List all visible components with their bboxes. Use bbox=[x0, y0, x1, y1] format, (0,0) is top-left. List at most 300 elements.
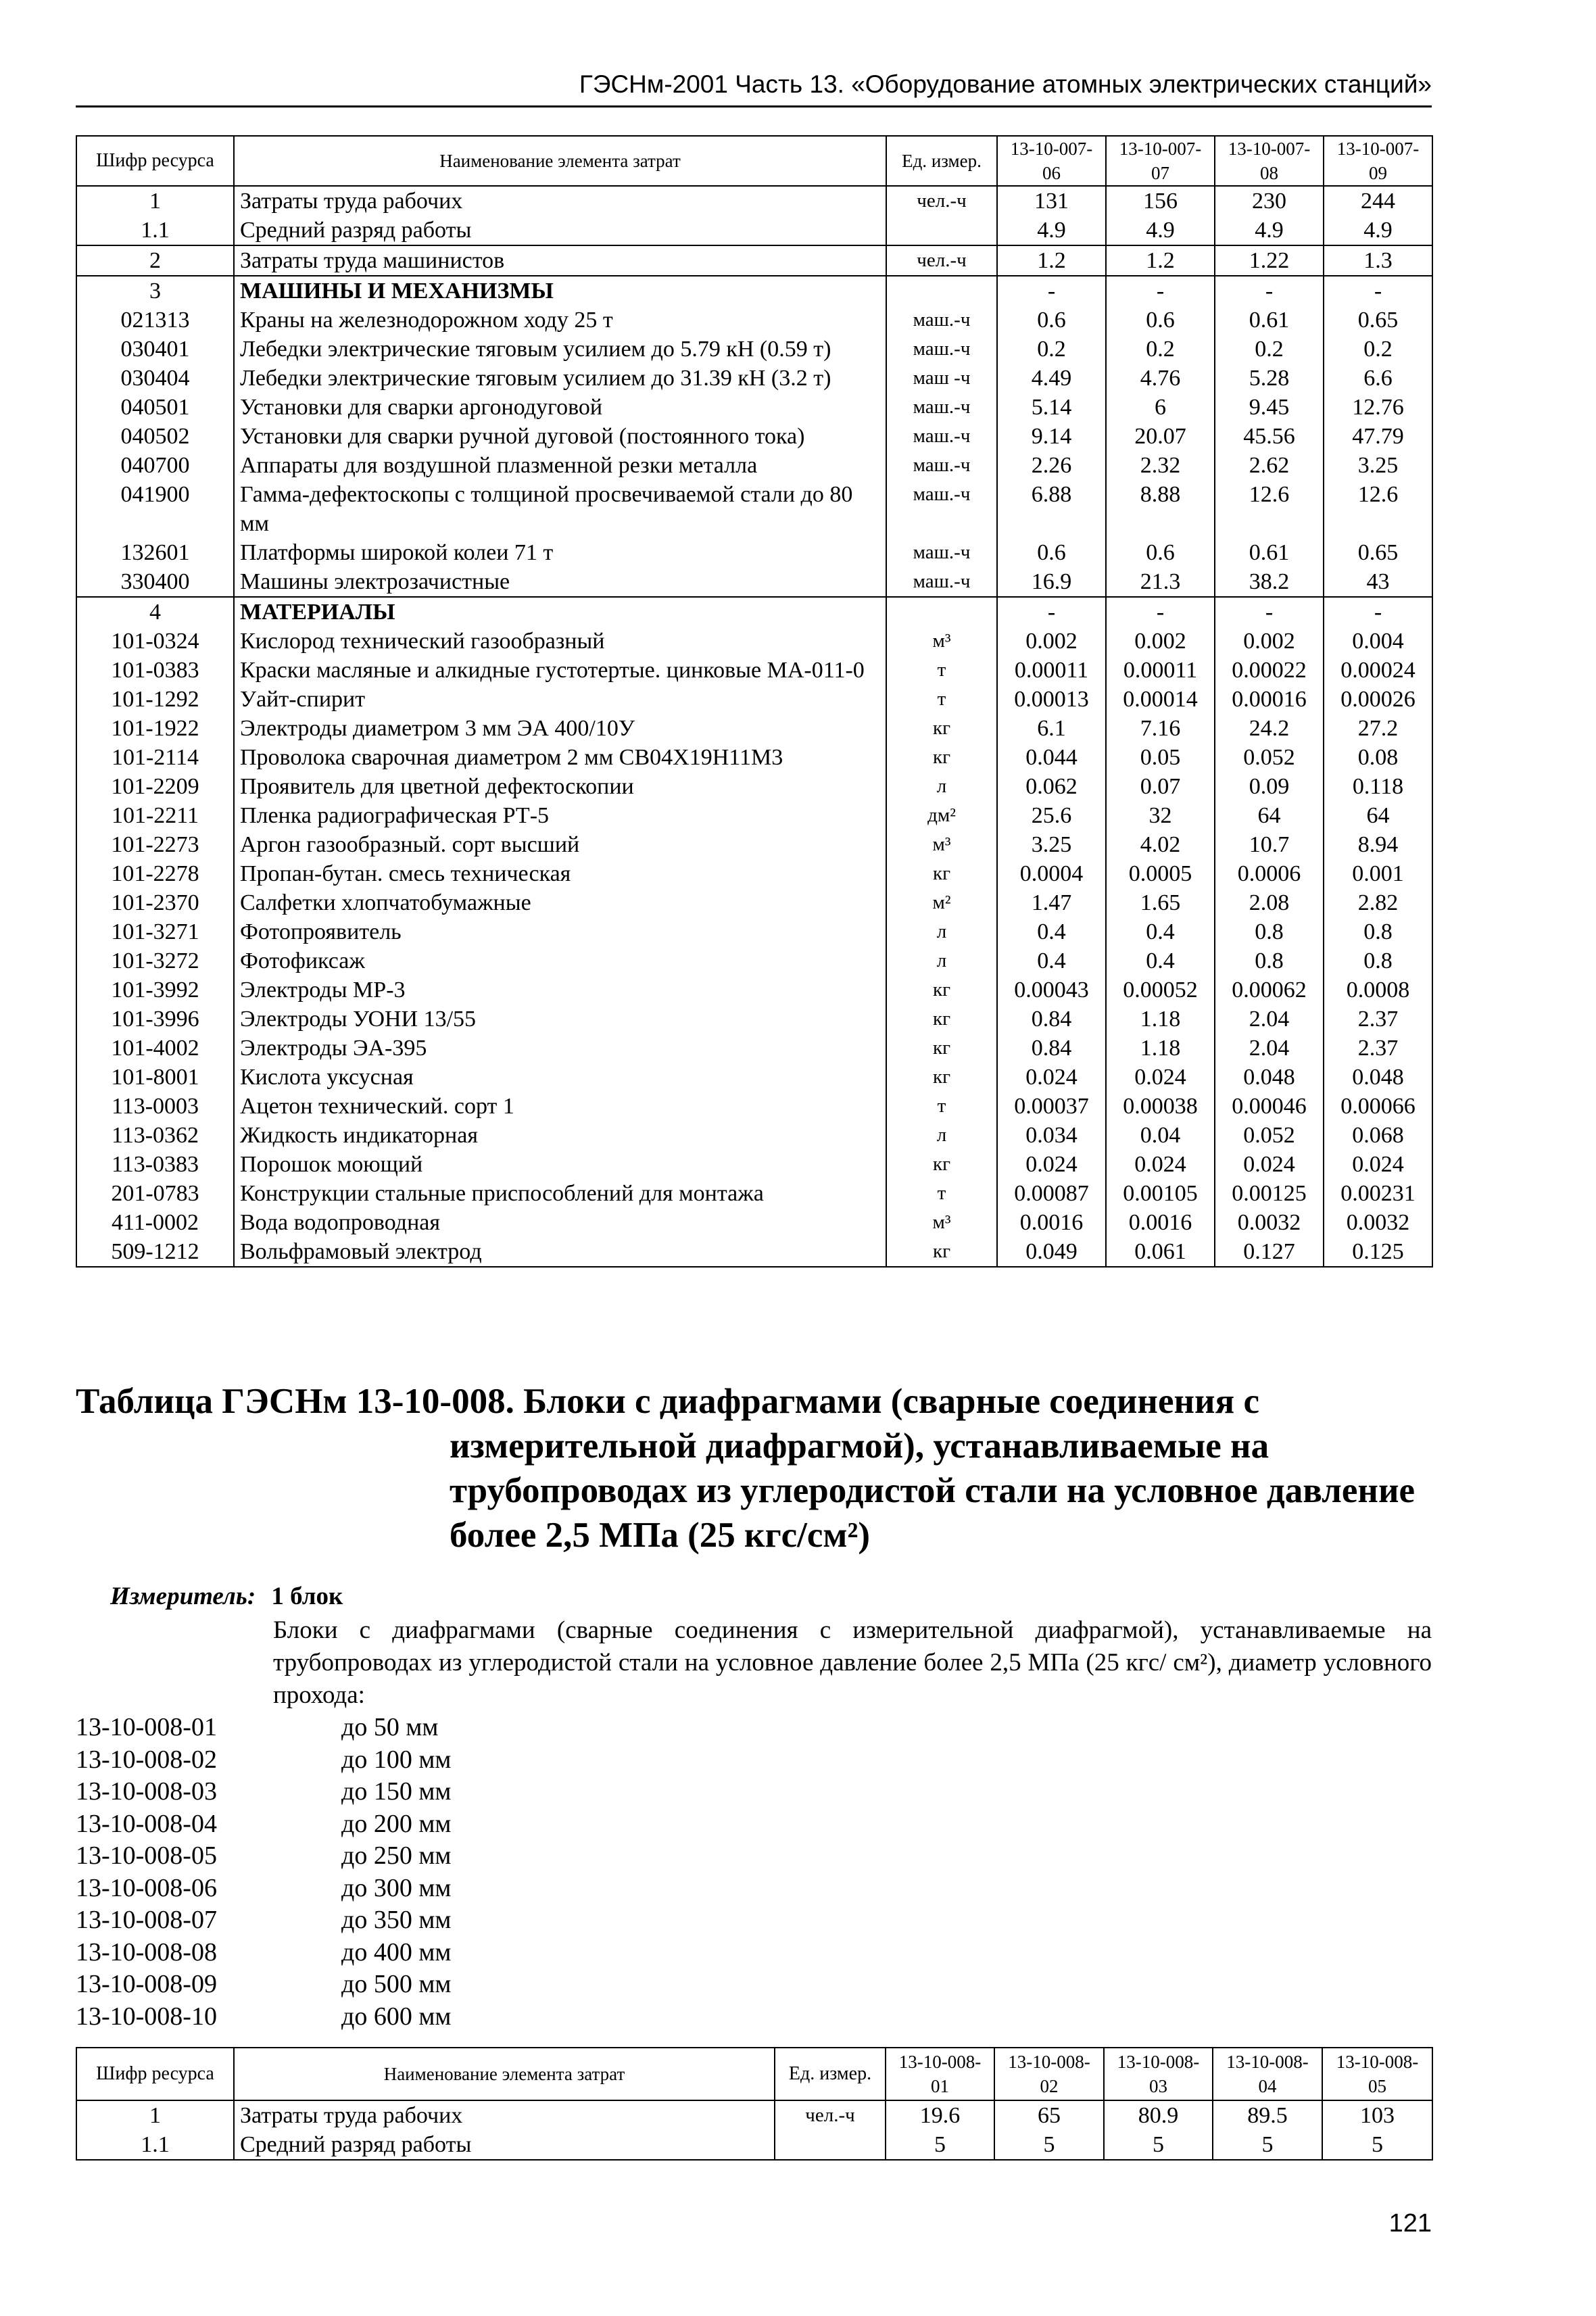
list-item bbox=[76, 2001, 451, 2033]
norm-value: 43 bbox=[1324, 567, 1432, 597]
norm-value: 156 bbox=[1106, 186, 1215, 216]
norm-value: 4.9 bbox=[1106, 216, 1215, 245]
norm-value: 9.45 bbox=[1215, 393, 1324, 422]
resource-name: Ацетон технический. сорт 1 bbox=[234, 1092, 886, 1121]
norm-value: 0.0006 bbox=[1215, 859, 1324, 888]
table-row bbox=[76, 1063, 1432, 1092]
resource-code: 3 bbox=[76, 276, 234, 306]
resource-name: Затраты труда рабочих bbox=[234, 2100, 775, 2130]
resource-code: 101-2273 bbox=[76, 830, 234, 859]
norm-value: 0.024 bbox=[1324, 1150, 1432, 1179]
resource-code: 030404 bbox=[76, 364, 234, 393]
norm-value: 0.84 bbox=[997, 1034, 1106, 1063]
resource-name: Салфетки хлопчатобумажные bbox=[234, 888, 886, 917]
norm-value: 0.002 bbox=[1215, 627, 1324, 656]
table-row bbox=[76, 245, 1432, 276]
table-row bbox=[76, 1179, 1432, 1208]
resource-unit: маш.-ч bbox=[886, 393, 997, 422]
norm-value: 5 bbox=[1104, 2130, 1213, 2160]
resource-name: Краны на железнодорожном ходу 25 т bbox=[234, 306, 886, 335]
resource-unit: маш.-ч bbox=[886, 538, 997, 567]
resource-name: Гамма-дефектоскопы с толщиной просвечиваемой стали до 80 мм bbox=[234, 480, 886, 538]
norm-value: 0.024 bbox=[1106, 1150, 1215, 1179]
resource-code: 041900 bbox=[76, 480, 234, 538]
norm-value: 0.00105 bbox=[1106, 1179, 1215, 1208]
norm-value: 21.3 bbox=[1106, 567, 1215, 597]
resource-unit: кг bbox=[886, 975, 997, 1005]
norm-value: 0.125 bbox=[1324, 1237, 1432, 1267]
norm-value: 4.76 bbox=[1106, 364, 1215, 393]
list-item bbox=[76, 1873, 451, 1905]
norm-value: 0.002 bbox=[1106, 627, 1215, 656]
col-header-norm: 13-10-008-03 bbox=[1104, 2048, 1213, 2100]
norm-value: 244 bbox=[1324, 186, 1432, 216]
norm-value: 2.37 bbox=[1324, 1034, 1432, 1063]
norm-value: 7.16 bbox=[1106, 714, 1215, 743]
norm-code: 13-10-008-04 bbox=[76, 1809, 217, 1838]
resource-unit: кг bbox=[886, 859, 997, 888]
norm-code: 13-10-008-10 bbox=[76, 2002, 217, 2031]
resource-code: 040502 bbox=[76, 422, 234, 451]
section-description: Блоки с диафрагмами (сварные соединения с измерительной диафрагмой), устанавливаемые на трубопроводах из углеродистой стали на условное давление более 2,5 МПа (25 кгс/ см²), диаметр условного прохода: bbox=[273, 1616, 1432, 1709]
resource-name: Конструкции стальные приспособлений для монтажа bbox=[234, 1179, 886, 1208]
table-row bbox=[76, 480, 1432, 538]
list-item bbox=[76, 1776, 451, 1808]
norm-diameter: до 100 мм bbox=[341, 1745, 452, 1774]
col-header-norm: 13-10-008-05 bbox=[1322, 2048, 1432, 2100]
resource-code: 1.1 bbox=[76, 216, 234, 245]
table-row bbox=[76, 656, 1432, 685]
resource-unit: т bbox=[886, 1092, 997, 1121]
table-row bbox=[76, 567, 1432, 597]
resource-unit: маш.-ч bbox=[886, 335, 997, 364]
resource-unit: маш.-ч bbox=[886, 567, 997, 597]
norm-value: 2.08 bbox=[1215, 888, 1324, 917]
resource-unit: кг bbox=[886, 1150, 997, 1179]
col-header-unit: Ед. измер. bbox=[886, 136, 997, 186]
resource-name: Электроды диаметром 3 мм ЭА 400/10У bbox=[234, 714, 886, 743]
table-row bbox=[76, 1034, 1432, 1063]
resource-unit: маш.-ч bbox=[886, 451, 997, 480]
norm-diameter: до 350 мм bbox=[341, 1906, 452, 1934]
norm-value: 0.6 bbox=[1106, 306, 1215, 335]
table-row bbox=[76, 276, 1432, 306]
resource-name: Платформы широкой колеи 71 т bbox=[234, 538, 886, 567]
table-row bbox=[76, 975, 1432, 1005]
norm-value: 0.118 bbox=[1324, 772, 1432, 801]
norm-value: 0.07 bbox=[1106, 772, 1215, 801]
resource-code: 201-0783 bbox=[76, 1179, 234, 1208]
norm-value: 0.00231 bbox=[1324, 1179, 1432, 1208]
resource-unit: маш.-ч bbox=[886, 306, 997, 335]
norm-value: 6 bbox=[1106, 393, 1215, 422]
table-row bbox=[76, 2130, 1432, 2160]
norm-value: 2.32 bbox=[1106, 451, 1215, 480]
resource-unit: л bbox=[886, 1121, 997, 1150]
table-row bbox=[76, 830, 1432, 859]
resource-name: Кислород технический газообразный bbox=[234, 627, 886, 656]
norm-value: 0.00026 bbox=[1324, 685, 1432, 714]
norm-value: - bbox=[1106, 276, 1215, 306]
table-row bbox=[76, 1092, 1432, 1121]
resource-code: 101-1292 bbox=[76, 685, 234, 714]
norm-value: 0.00022 bbox=[1215, 656, 1324, 685]
norm-value: 1.18 bbox=[1106, 1034, 1215, 1063]
list-item bbox=[76, 1840, 451, 1873]
resource-code: 040700 bbox=[76, 451, 234, 480]
resource-name: Проволока сварочная диаметром 2 мм СВ04Х19Н11М3 bbox=[234, 743, 886, 772]
resource-code: 101-2278 bbox=[76, 859, 234, 888]
norm-value: 0.61 bbox=[1215, 538, 1324, 567]
norm-value: 0.048 bbox=[1215, 1063, 1324, 1092]
table-row bbox=[76, 2100, 1432, 2130]
norm-diameter: до 600 мм bbox=[341, 2002, 452, 2031]
norm-value: 0.00043 bbox=[997, 975, 1106, 1005]
table-row bbox=[76, 1237, 1432, 1267]
col-header-norm: 13-10-007-09 bbox=[1324, 136, 1432, 186]
norm-value: 6.1 bbox=[997, 714, 1106, 743]
resource-unit: кг bbox=[886, 1005, 997, 1034]
norm-value: 2.04 bbox=[1215, 1034, 1324, 1063]
norm-value: 8.88 bbox=[1106, 480, 1215, 538]
norm-value: 0.049 bbox=[997, 1237, 1106, 1267]
norm-value: 38.2 bbox=[1215, 567, 1324, 597]
resource-code: 101-3272 bbox=[76, 946, 234, 975]
norm-value: 0.8 bbox=[1215, 917, 1324, 946]
resource-name: Вольфрамовый электрод bbox=[234, 1237, 886, 1267]
table-row bbox=[76, 714, 1432, 743]
norm-code: 13-10-008-03 bbox=[76, 1777, 217, 1806]
measure bbox=[110, 1582, 343, 1611]
norm-value: 0.08 bbox=[1324, 743, 1432, 772]
resource-name: Фотопроявитель bbox=[234, 917, 886, 946]
norm-value: - bbox=[1324, 597, 1432, 627]
resource-code: 040501 bbox=[76, 393, 234, 422]
norm-value: 4.49 bbox=[997, 364, 1106, 393]
norm-value: 0.00011 bbox=[997, 656, 1106, 685]
norm-value: 3.25 bbox=[1324, 451, 1432, 480]
norm-value: 0.0008 bbox=[1324, 975, 1432, 1005]
norm-value: 0.052 bbox=[1215, 1121, 1324, 1150]
norm-diameter: до 150 мм bbox=[341, 1777, 452, 1806]
norm-value: 24.2 bbox=[1215, 714, 1324, 743]
table-row bbox=[76, 859, 1432, 888]
norm-diameter: до 250 мм bbox=[341, 1841, 452, 1870]
resource-unit: л bbox=[886, 946, 997, 975]
resource-code: 101-2370 bbox=[76, 888, 234, 917]
norm-value: 65 bbox=[994, 2100, 1104, 2130]
norm-value: 0.127 bbox=[1215, 1237, 1324, 1267]
table-row bbox=[76, 743, 1432, 772]
norm-value: 0.4 bbox=[1106, 946, 1215, 975]
resource-code: 030401 bbox=[76, 335, 234, 364]
resource-code: 021313 bbox=[76, 306, 234, 335]
norm-value: 1.47 bbox=[997, 888, 1106, 917]
norm-value: 0.00024 bbox=[1324, 656, 1432, 685]
header-text: ГЭСНм-2001 Часть 13. «Оборудование атомных электрических станций» bbox=[579, 70, 1432, 98]
norm-value: 0.068 bbox=[1324, 1121, 1432, 1150]
resource-name: Кислота уксусная bbox=[234, 1063, 886, 1092]
norm-value: 0.2 bbox=[1215, 335, 1324, 364]
norm-value: 1.65 bbox=[1106, 888, 1215, 917]
table-row bbox=[76, 306, 1432, 335]
norm-code: 13-10-008-09 bbox=[76, 1970, 217, 1998]
norm-value: 27.2 bbox=[1324, 714, 1432, 743]
norm-value: 12.6 bbox=[1215, 480, 1324, 538]
norm-value: 0.052 bbox=[1215, 743, 1324, 772]
norm-value: 0.6 bbox=[997, 306, 1106, 335]
norm-value: 131 bbox=[997, 186, 1106, 216]
resource-name: Лебедки электрические тяговым усилием до 31.39 кН (3.2 т) bbox=[234, 364, 886, 393]
norm-value: 64 bbox=[1324, 801, 1432, 830]
resource-code: 101-8001 bbox=[76, 1063, 234, 1092]
resource-table-007 bbox=[76, 135, 1433, 1268]
norm-value: - bbox=[997, 597, 1106, 627]
norm-value: 0.062 bbox=[997, 772, 1106, 801]
table-row bbox=[76, 888, 1432, 917]
table-row bbox=[76, 335, 1432, 364]
norm-value: 4.9 bbox=[1324, 216, 1432, 245]
table-row bbox=[76, 1005, 1432, 1034]
norm-diameter: до 200 мм bbox=[341, 1809, 452, 1838]
norm-value: - bbox=[1215, 597, 1324, 627]
table-row bbox=[76, 538, 1432, 567]
resource-unit: л bbox=[886, 772, 997, 801]
table-label: Таблица ГЭСНм 13-10-008. bbox=[76, 1382, 514, 1421]
norm-diameter: до 50 мм bbox=[341, 1713, 439, 1741]
resource-unit: л bbox=[886, 917, 997, 946]
norm-value: 0.024 bbox=[1215, 1150, 1324, 1179]
norm-value: 0.00087 bbox=[997, 1179, 1106, 1208]
table-row bbox=[76, 451, 1432, 480]
resource-unit: чел.-ч bbox=[775, 2100, 886, 2130]
col-header-unit: Ед. измер. bbox=[775, 2048, 886, 2100]
norm-value: 0.00013 bbox=[997, 685, 1106, 714]
norm-value: 0.6 bbox=[997, 538, 1106, 567]
norm-value: 0.0016 bbox=[997, 1208, 1106, 1237]
norm-value: - bbox=[1324, 276, 1432, 306]
resource-name: Электроды УОНИ 13/55 bbox=[234, 1005, 886, 1034]
norm-value: 5 bbox=[886, 2130, 994, 2160]
resource-name: Машины электрозачистные bbox=[234, 567, 886, 597]
resource-unit: маш.-ч bbox=[886, 422, 997, 451]
norm-value: 0.0016 bbox=[1106, 1208, 1215, 1237]
norm-value: 0.024 bbox=[1106, 1063, 1215, 1092]
resource-code: 101-3992 bbox=[76, 975, 234, 1005]
list-item bbox=[76, 1969, 451, 2001]
norm-diameter: до 500 мм bbox=[341, 1970, 452, 1998]
norm-value: 25.6 bbox=[997, 801, 1106, 830]
norm-value: 0.048 bbox=[1324, 1063, 1432, 1092]
norm-value: 5 bbox=[1322, 2130, 1432, 2160]
norm-value: 1.22 bbox=[1215, 245, 1324, 276]
resource-unit: кг bbox=[886, 1034, 997, 1063]
norm-value: 0.00016 bbox=[1215, 685, 1324, 714]
resource-code: 509-1212 bbox=[76, 1237, 234, 1267]
norm-value: 230 bbox=[1215, 186, 1324, 216]
norm-value: 103 bbox=[1322, 2100, 1432, 2130]
resource-unit: кг bbox=[886, 1063, 997, 1092]
norm-value: 4.9 bbox=[997, 216, 1106, 245]
resource-unit bbox=[886, 597, 997, 627]
norm-value: 80.9 bbox=[1104, 2100, 1213, 2130]
resource-name: Электроды МР-3 bbox=[234, 975, 886, 1005]
list-item bbox=[76, 1904, 451, 1937]
norm-value: 0.00011 bbox=[1106, 656, 1215, 685]
col-header-norm: 13-10-007-08 bbox=[1215, 136, 1324, 186]
norm-value: 4.02 bbox=[1106, 830, 1215, 859]
norm-code: 13-10-008-07 bbox=[76, 1906, 217, 1934]
norm-value: 8.94 bbox=[1324, 830, 1432, 859]
resource-code: 101-3996 bbox=[76, 1005, 234, 1034]
norm-value: 0.0005 bbox=[1106, 859, 1215, 888]
norm-value: 0.0032 bbox=[1215, 1208, 1324, 1237]
list-item bbox=[76, 1808, 451, 1841]
norm-value: 0.8 bbox=[1215, 946, 1324, 975]
norm-value: 12.6 bbox=[1324, 480, 1432, 538]
resource-unit: м³ bbox=[886, 627, 997, 656]
resource-name: Пленка радиографическая РТ-5 bbox=[234, 801, 886, 830]
resource-table-008 bbox=[76, 2047, 1433, 2161]
norm-value: 0.00066 bbox=[1324, 1092, 1432, 1121]
norm-value: 0.001 bbox=[1324, 859, 1432, 888]
norm-value: 0.00052 bbox=[1106, 975, 1215, 1005]
resource-code: 113-0362 bbox=[76, 1121, 234, 1150]
norm-value: - bbox=[1215, 276, 1324, 306]
norm-value: 0.004 bbox=[1324, 627, 1432, 656]
norm-value: 64 bbox=[1215, 801, 1324, 830]
norm-value: 5 bbox=[994, 2130, 1104, 2160]
resource-unit: м² bbox=[886, 888, 997, 917]
norm-value: 0.05 bbox=[1106, 743, 1215, 772]
norm-value: 45.56 bbox=[1215, 422, 1324, 451]
resource-name: Затраты труда рабочих bbox=[234, 186, 886, 216]
resource-name: Установки для сварки аргонодуговой bbox=[234, 393, 886, 422]
resource-code: 113-0383 bbox=[76, 1150, 234, 1179]
norm-value: 0.4 bbox=[997, 917, 1106, 946]
list-item bbox=[76, 1744, 451, 1777]
norm-value: 0.09 bbox=[1215, 772, 1324, 801]
col-header-norm: 13-10-007-06 bbox=[997, 136, 1106, 186]
norm-value: 89.5 bbox=[1213, 2100, 1322, 2130]
resource-code: 101-2114 bbox=[76, 743, 234, 772]
resource-name: Электроды ЭА-395 bbox=[234, 1034, 886, 1063]
table-row bbox=[76, 393, 1432, 422]
norm-value: 0.00038 bbox=[1106, 1092, 1215, 1121]
table-row bbox=[76, 946, 1432, 975]
norm-value: 0.2 bbox=[1106, 335, 1215, 364]
table-row bbox=[76, 186, 1432, 216]
norm-value: 19.6 bbox=[886, 2100, 994, 2130]
table-row bbox=[76, 627, 1432, 656]
resource-unit bbox=[775, 2130, 886, 2160]
list-item bbox=[76, 1712, 451, 1744]
col-header-norm: 13-10-008-04 bbox=[1213, 2048, 1322, 2100]
col-header-norm: 13-10-008-01 bbox=[886, 2048, 994, 2100]
norm-value: 0.00125 bbox=[1215, 1179, 1324, 1208]
col-header-norm: 13-10-007-07 bbox=[1106, 136, 1215, 186]
norm-code: 13-10-008-01 bbox=[76, 1713, 217, 1741]
norm-value: 2.37 bbox=[1324, 1005, 1432, 1034]
table-row bbox=[76, 772, 1432, 801]
resource-unit: т bbox=[886, 656, 997, 685]
norm-code-list bbox=[76, 1712, 451, 2033]
norm-value: 0.024 bbox=[997, 1063, 1106, 1092]
resource-name: Аппараты для воздушной плазменной резки металла bbox=[234, 451, 886, 480]
resource-code: 101-0383 bbox=[76, 656, 234, 685]
resource-name: Порошок моющий bbox=[234, 1150, 886, 1179]
resource-unit: кг bbox=[886, 743, 997, 772]
resource-code: 132601 bbox=[76, 538, 234, 567]
norm-code: 13-10-008-08 bbox=[76, 1937, 217, 1967]
resource-name: Средний разряд работы bbox=[234, 2130, 775, 2160]
norm-value: 0.0032 bbox=[1324, 1208, 1432, 1237]
resource-unit: чел.-ч bbox=[886, 186, 997, 216]
resource-code: 1.1 bbox=[76, 2130, 234, 2160]
norm-value: 0.4 bbox=[997, 946, 1106, 975]
measure-label: Измеритель: bbox=[110, 1583, 256, 1610]
resource-name: МАШИНЫ И МЕХАНИЗМЫ bbox=[234, 276, 886, 306]
norm-value: 1.18 bbox=[1106, 1005, 1215, 1034]
table-row bbox=[76, 1121, 1432, 1150]
norm-code: 13-10-008-05 bbox=[76, 1841, 217, 1870]
resource-unit: кг bbox=[886, 1237, 997, 1267]
norm-value: 16.9 bbox=[997, 567, 1106, 597]
norm-value: 0.65 bbox=[1324, 306, 1432, 335]
norm-value: 0.00014 bbox=[1106, 685, 1215, 714]
table-row bbox=[76, 917, 1432, 946]
norm-value: 0.4 bbox=[1106, 917, 1215, 946]
norm-value: 0.0004 bbox=[997, 859, 1106, 888]
norm-value: 47.79 bbox=[1324, 422, 1432, 451]
norm-code: 13-10-008-02 bbox=[76, 1745, 217, 1774]
norm-value: 0.6 bbox=[1106, 538, 1215, 567]
col-header-name: Наименование элемента затрат bbox=[234, 2048, 775, 2100]
table-row bbox=[76, 801, 1432, 830]
resource-unit bbox=[886, 216, 997, 245]
resource-unit: кг bbox=[886, 714, 997, 743]
norm-value: 3.25 bbox=[997, 830, 1106, 859]
norm-value: 0.00037 bbox=[997, 1092, 1106, 1121]
norm-value: 0.034 bbox=[997, 1121, 1106, 1150]
col-header-norm: 13-10-008-02 bbox=[994, 2048, 1104, 2100]
norm-value: 2.62 bbox=[1215, 451, 1324, 480]
norm-value: 0.65 bbox=[1324, 538, 1432, 567]
norm-value: 2.82 bbox=[1324, 888, 1432, 917]
resource-name: Средний разряд работы bbox=[234, 216, 886, 245]
table-row bbox=[76, 1150, 1432, 1179]
table-row bbox=[76, 597, 1432, 627]
resource-code: 2 bbox=[76, 245, 234, 276]
norm-value: 0.00062 bbox=[1215, 975, 1324, 1005]
norm-value: 32 bbox=[1106, 801, 1215, 830]
resource-name: Фотофиксаж bbox=[234, 946, 886, 975]
norm-value: 20.07 bbox=[1106, 422, 1215, 451]
col-header-code: Шифр ресурса bbox=[76, 2048, 234, 2100]
resource-code: 101-2211 bbox=[76, 801, 234, 830]
resource-name: МАТЕРИАЛЫ bbox=[234, 597, 886, 627]
col-header-code: Шифр ресурса bbox=[76, 136, 234, 186]
resource-unit: м³ bbox=[886, 1208, 997, 1237]
resource-name: Установки для сварки ручной дуговой (постоянного тока) bbox=[234, 422, 886, 451]
table-row bbox=[76, 364, 1432, 393]
norm-value: 0.044 bbox=[997, 743, 1106, 772]
norm-value: 1.2 bbox=[1106, 245, 1215, 276]
norm-value: 5.28 bbox=[1215, 364, 1324, 393]
norm-value: 0.024 bbox=[997, 1150, 1106, 1179]
norm-value: 0.061 bbox=[1106, 1237, 1215, 1267]
resource-name: Проявитель для цветной дефектоскопии bbox=[234, 772, 886, 801]
